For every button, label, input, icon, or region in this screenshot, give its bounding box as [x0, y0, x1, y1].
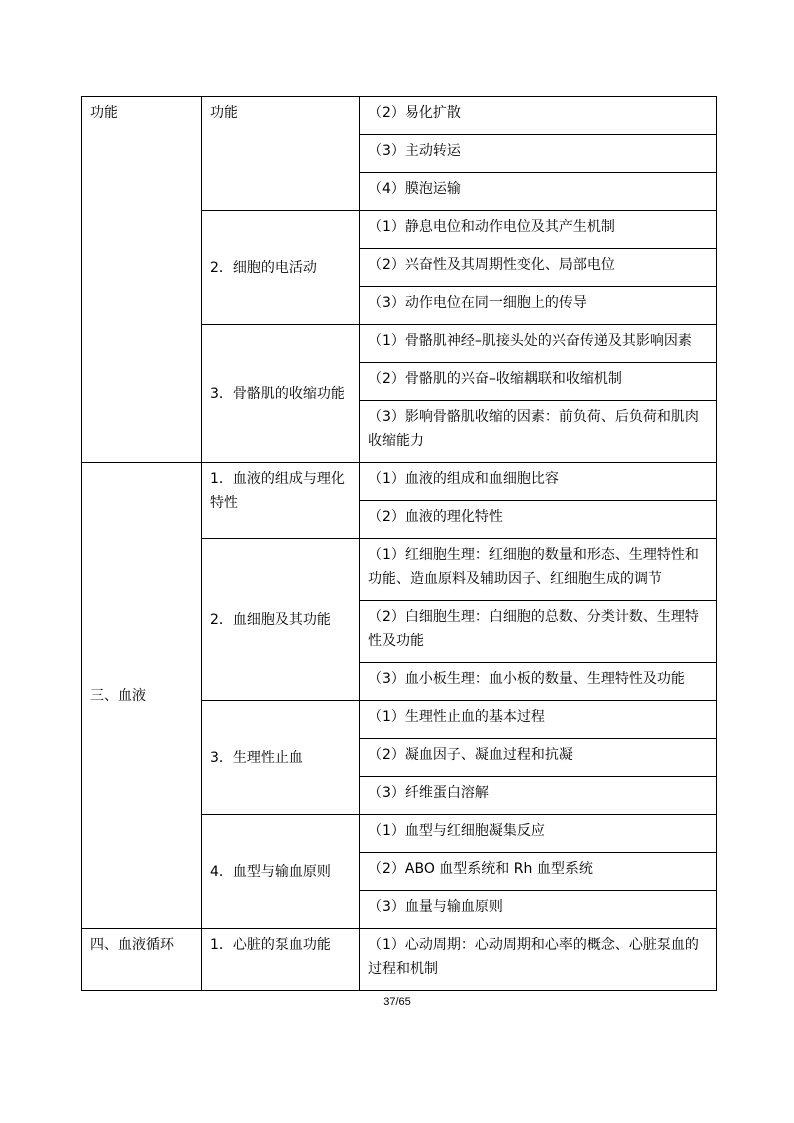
- topic-cell: 2．血细胞及其功能: [202, 539, 360, 701]
- item-cell: （2）白细胞生理：白细胞的总数、分类计数、生理特性及功能: [360, 601, 717, 663]
- item-cell: （2）凝血因子、凝血过程和抗凝: [360, 739, 717, 777]
- item-cell: （1）血型与红细胞凝集反应: [360, 815, 717, 853]
- table-row: [82, 97, 717, 135]
- page-number: 37/65: [383, 996, 411, 1008]
- item-cell: （3）主动转运: [360, 135, 717, 173]
- section-cell: 功能: [82, 97, 202, 463]
- item-cell: （2）易化扩散: [360, 97, 717, 135]
- topic-cell: 1．心脏的泵血功能: [202, 929, 360, 991]
- topic-cell: 4．血型与输血原则: [202, 815, 360, 929]
- topic-cell: 1．血液的组成与理化特性: [202, 463, 360, 539]
- item-cell: （1）心动周期：心动周期和心率的概念、心脏泵血的过程和机制: [360, 929, 717, 991]
- item-cell: （4）膜泡运输: [360, 173, 717, 211]
- item-cell: （2）兴奋性及其周期性变化、局部电位: [360, 249, 717, 287]
- item-cell: （3）纤维蛋白溶解: [360, 777, 717, 815]
- topic-cell: 功能: [202, 97, 360, 211]
- item-cell: （2）血液的理化特性: [360, 501, 717, 539]
- table-row: [82, 463, 717, 501]
- section-cell: 三、血液: [82, 463, 202, 929]
- item-cell: （3）血量与输血原则: [360, 891, 717, 929]
- table-row: [82, 929, 717, 991]
- item-cell: （2）ABO 血型系统和 Rh 血型系统: [360, 853, 717, 891]
- item-cell: （3）动作电位在同一细胞上的传导: [360, 287, 717, 325]
- item-cell: （1）静息电位和动作电位及其产生机制: [360, 211, 717, 249]
- section-cell: 四、血液循环: [82, 929, 202, 991]
- item-cell: （1）血液的组成和血细胞比容: [360, 463, 717, 501]
- item-cell: （3）血小板生理：血小板的数量、生理特性及功能: [360, 663, 717, 701]
- topic-cell: 3．生理性止血: [202, 701, 360, 815]
- item-cell: （1）红细胞生理：红细胞的数量和形态、生理特性和功能、造血原料及辅助因子、红细胞生成的调节: [360, 539, 717, 601]
- syllabus-table: [81, 96, 717, 991]
- item-cell: （2）骨骼肌的兴奋–收缩耦联和收缩机制: [360, 363, 717, 401]
- item-cell: （1）生理性止血的基本过程: [360, 701, 717, 739]
- item-cell: （3）影响骨骼肌收缩的因素：前负荷、后负荷和肌肉收缩能力: [360, 401, 717, 463]
- topic-cell: 3．骨骼肌的收缩功能: [202, 325, 360, 463]
- item-cell: （1）骨骼肌神经–肌接头处的兴奋传递及其影响因素: [360, 325, 717, 363]
- topic-cell: 2．细胞的电活动: [202, 211, 360, 325]
